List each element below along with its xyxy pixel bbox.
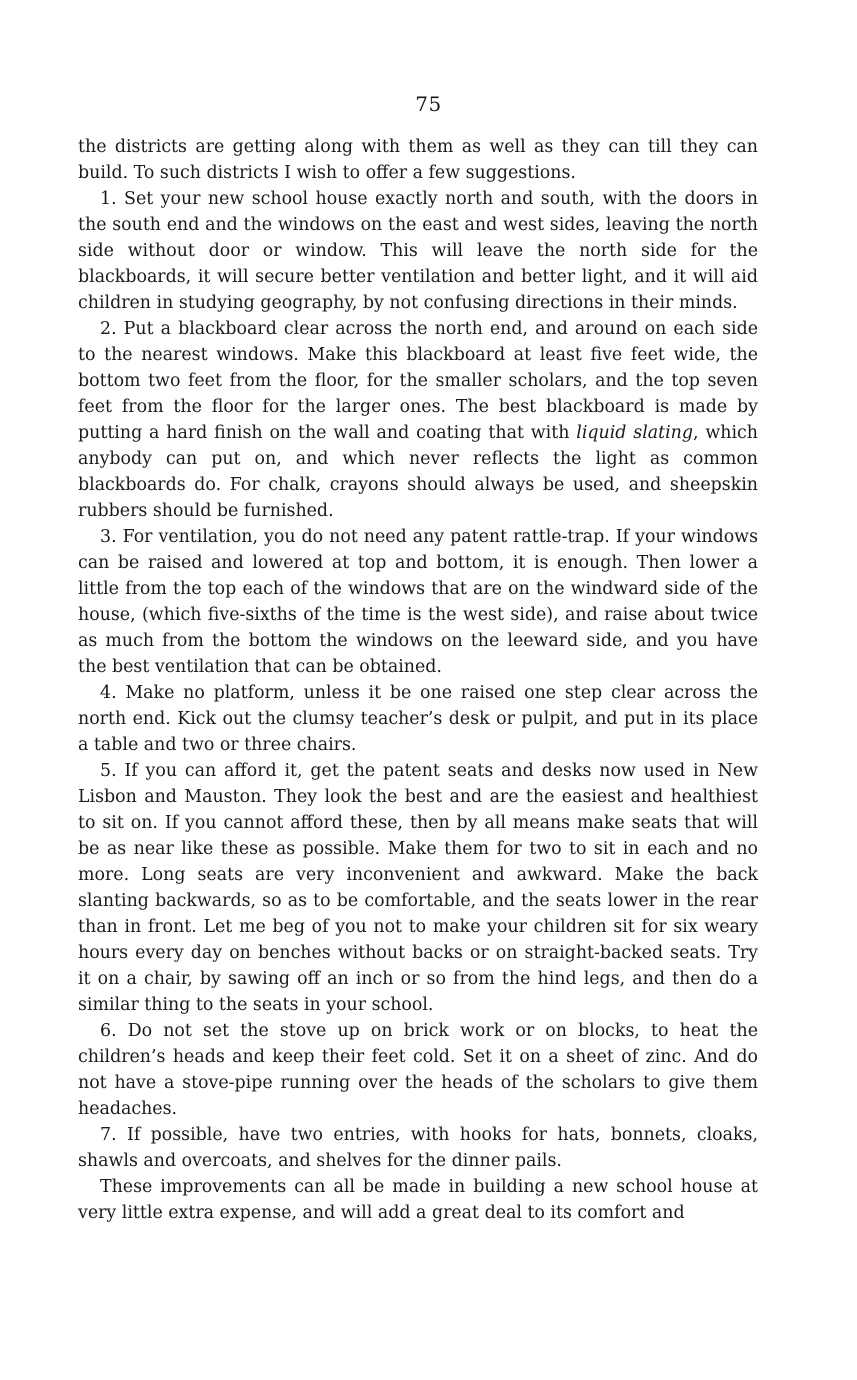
paragraph-suggestion-4: 4. Make no platform, unless it be one raised one step clear across the north end. Kick out the clumsy teacher’s desk or pulpit, and put in its place a table and two or three chairs.	[78, 683, 758, 755]
paragraph-suggestion-7: 7. If possible, have two entries, with hooks for hats, bonnets, cloaks, shawls and overcoats, and shelves for the dinner pails.	[78, 1125, 758, 1171]
paragraph-suggestion-3: 3. For ventilation, you do not need any patent rattle-trap. If your windows can be raised and lowered at top and bottom, it is enough. Then lower a little from the top each of the windows that are on the windward side of the house, (which five-sixths of the time is the west side), and raise about twice as much from the bottom the windows on the leeward side, and you have the best ventilation that can be obtained.	[78, 527, 758, 677]
paragraph-continuation: the districts are getting along with them as well as they can till they can build. To such districts I wish to offer a few suggestions.	[78, 137, 758, 183]
paragraph-suggestion-2	[78, 316, 758, 524]
paragraph-suggestion-1: 1. Set your new school house exactly north and south, with the doors in the south end and the windows on the east and west sides, leaving the north side without door or window. This will leave the north side for the blackboards, it will secure better ventilation and better light, and it will aid children in studying geography, by not confusing directions in their minds.	[78, 189, 758, 313]
paragraph-suggestion-2-text-b: , which anybody can put on, and which never reflects the light as common blackboards do. For chalk, crayons should always be used, and sheepskin rubbers should be furnished.	[78, 423, 758, 521]
paragraph-suggestion-2-text-a: 2. Put a blackboard clear across the north end, and around on each side to the nearest windows. Make this blackboard at least five feet wide, the bottom two feet from the floor, for the smaller scholars, and the top seven feet from the floor for the larger ones. The best blackboard is made by putting a hard finish on the wall and coating that with	[78, 319, 758, 443]
body-text	[78, 134, 758, 1226]
paragraph-suggestion-2-italic: liquid slating	[576, 423, 694, 443]
paragraph-suggestion-5: 5. If you can afford it, get the patent seats and desks now used in New Lisbon and Mauston. They look the best and are the easiest and healthiest to sit on. If you cannot afford these, then by all means make seats that will be as near like these as possible. Make them for two to sit in each and no more. Long seats are very inconvenient and awkward. Make the back slanting backwards, so as to be comfortable, and the seats lower in the rear than in front. Let me beg of you not to make your children sit for six weary hours every day on benches without backs or on straight-backed seats. Try it on a chair, by sawing off an inch or so from the hind legs, and then do a similar thing to the seats in your school.	[78, 761, 758, 1015]
paragraph-closing: These improvements can all be made in building a new school house at very little extra expense, and will add a great deal to its comfort and	[78, 1177, 758, 1223]
paragraph-suggestion-6: 6. Do not set the stove up on brick work or on blocks, to heat the children’s heads and keep their feet cold. Set it on a sheet of zinc. And do not have a stove-pipe running over the heads of the scholars to give them headaches.	[78, 1021, 758, 1119]
page-number: 75	[415, 92, 442, 116]
